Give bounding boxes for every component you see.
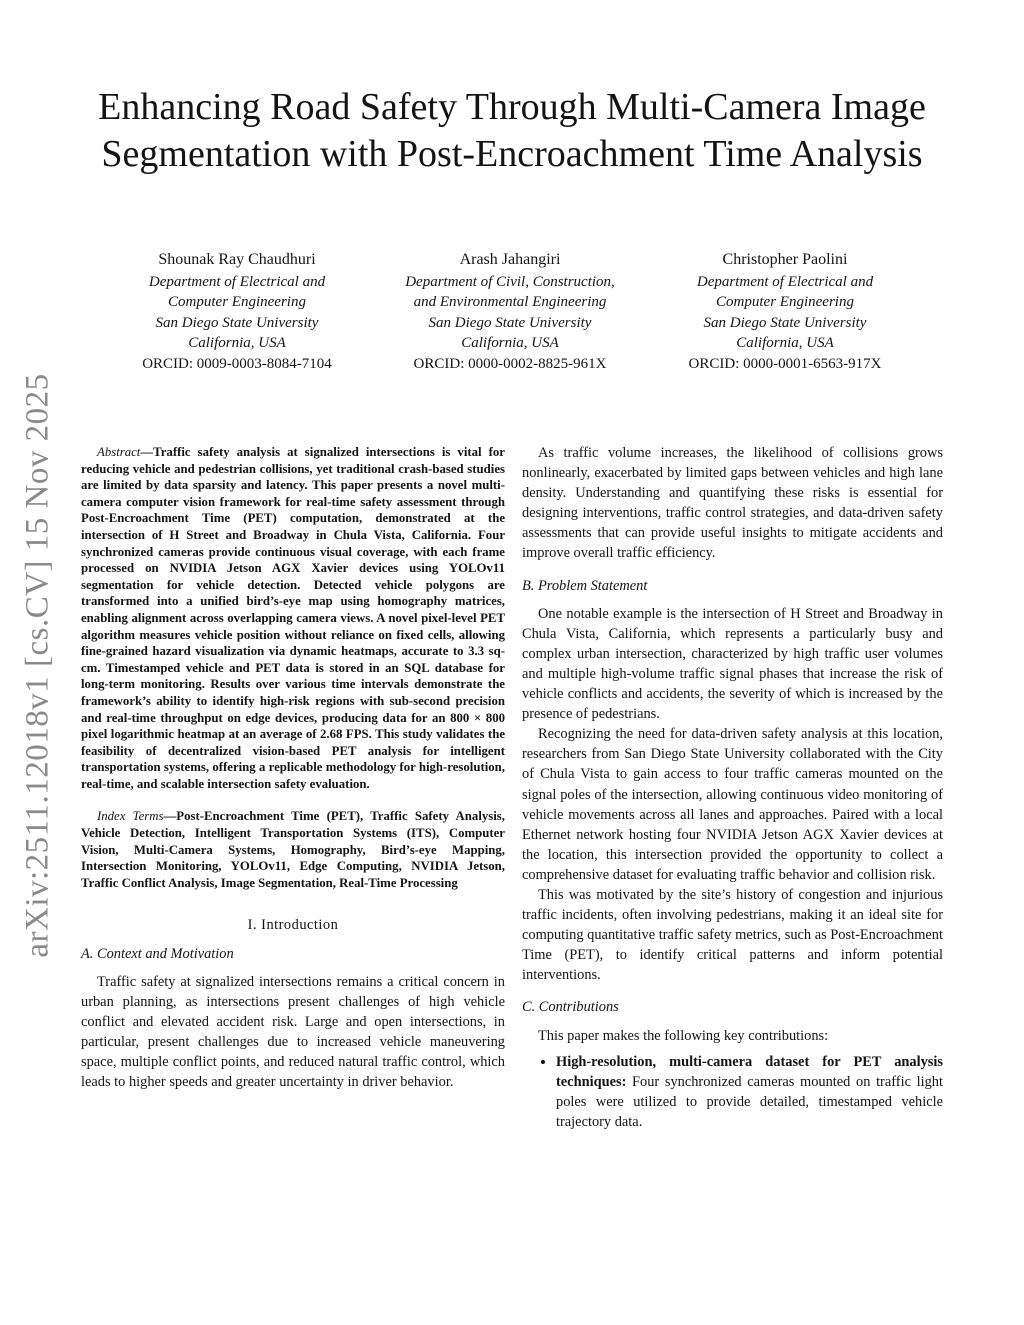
contribution-title: High-resolution, multi-camera dataset for PET analysis techniques: [556, 1053, 943, 1090]
author-orcid: ORCID: 0000-0002-8825-961X [413, 355, 607, 372]
author-affiliation-line: California, USA [188, 335, 286, 351]
paper-title: Enhancing Road Safety Through Multi-Camera Image Segmentation with Post-Encroachment Time Analysis [98, 86, 926, 175]
index-terms-label: Index Terms [97, 809, 164, 824]
author-block-2 [375, 250, 645, 374]
author-affiliation-line: Department of Electrical and [696, 273, 874, 290]
subsection-heading-problem: B. Problem Statement [522, 577, 648, 594]
section-heading-introduction: I. Introduction [247, 917, 339, 934]
author-affiliation-line: California, USA [736, 335, 834, 351]
author-affiliation-line: San Diego State University [155, 314, 319, 331]
contribution-text: Four synchronized cameras mounted on traffic light poles were utilized to provide detailed, timestamped vehicle trajectory data. [556, 1073, 943, 1130]
abstract-label: Abstract [97, 445, 141, 459]
paragraph: Recognizing the need for data-driven safety analysis at this location, researchers from San Diego State University collaborated with the City of Chula Vista to gain access to four traffic cameras mounted on the signal poles of the intersection, allowing continuous video monitoring of vehicle movements across all lanes and approaches. Paired with a local Ethernet network hosting four NVIDIA Jetson AGX Xavier devices at the location, this intersection provided the opportunity to collect a comprehensive dataset for evaluating traffic behavior and collision risk. [522, 726, 943, 883]
author-name: Shounak Ray Chaudhuri [158, 251, 316, 268]
index-terms-text: —Post-Encroachment Time (PET), Traffic Safety Analysis, Vehicle Detection, Intelligent Transportation Systems (ITS), Computer Vision, Multi-Camera Systems, Homography, Bird’s-eye Mapping, Intersection Monitoring, YOLOv11, Edge Computing, NVIDIA Jetson, Traffic Conflict Analysis, Image Segmentation, Real-Time Processing [81, 809, 505, 890]
author-affiliation-line: Computer Engineering [716, 294, 854, 310]
arxiv-stamp-text: arXiv:2511.12018v1 [cs.CV] 15 Nov 2025 [19, 372, 56, 958]
paragraph: This was motivated by the site’s history of congestion and injurious traffic incidents, often involving pedestrians, making it an ideal site for computing quantitative traffic safety metrics, such as Post-Encroachment Time (PET), to identify critical patterns and inform potential interventions. [522, 886, 943, 984]
author-block-1 [102, 250, 372, 374]
author-affiliation-line: and Environmental Engineering [413, 294, 607, 310]
paragraph: One notable example is the intersection of H Street and Broadway in Chula Vista, California, which represents a particularly busy and complex urban intersection, characterized by high traffic user volumes and multiple high-volume traffic signal phases that increase the risk of vehicle conflicts and accidents, the severity of which is increased by the presence of pedestrians. [522, 605, 943, 723]
right-column [522, 443, 943, 1132]
author-affiliation-line: Department of Civil, Construction, [405, 273, 615, 290]
paragraph: As traffic volume increases, the likelihood of collisions grows nonlinearly, exacerbated by limited gaps between vehicles and high lane density. Understanding and quantifying these risks is essential for designing interventions, traffic control strategies, and data-driven safety assessments that can provide useful insights to mitigate accidents and improve overall traffic efficiency. [522, 445, 943, 562]
author-name: Christopher Paolini [722, 251, 848, 268]
left-column [81, 444, 505, 1092]
contributions-list [522, 1052, 943, 1132]
abstract-text: —Traffic safety analysis at signalized intersections is vital for reducing vehicle and pedestrian collisions, yet traditional crash-based studies are limited by data sparsity and latency. This paper presents a novel multi-camera computer vision framework for real-time safety assessment through Post-Encroachment Time (PET) computation, demonstrated at the intersection of H Street and Broadway in Chula Vista, California. Four synchronized cameras provide continuous visual coverage, with each frame processed on NVIDIA Jetson AGX Xavier devices using YOLOv11 segmentation for vehicle detection. Detected vehicle polygons are transformed into a unified bird’s-eye map using homography matrices, enabling alignment across overlapping camera views. A novel pixel-level PET algorithm measures vehicle position without reliance on fixed cells, allowing fine-grained hazard visualization via dynamic heatmaps, accurate to 3.3 sq-cm. Timestamped vehicle and PET data is stored in an SQL database for long-term monitoring. Results over various time intervals demonstrate the framework’s ability to identify high-risk regions with sub-second precision and real-time throughput on edge devices, producing data for an 800 × 800 pixel logarithmic heatmap at an average of 2.68 FPS. This study validates the feasibility of decentralized vision-based PET analysis for intelligent transportation systems, offering a replicable methodology for high-resolution, real-time, and scalable intersection safety evaluation. [81, 445, 505, 791]
index-terms [81, 808, 505, 891]
author-affiliation-line: Computer Engineering [168, 294, 306, 310]
author-affiliation-line: San Diego State University [428, 314, 592, 331]
author-affiliation-line: San Diego State University [703, 314, 867, 331]
author-block-3 [650, 250, 920, 374]
paragraph: This paper makes the following key contributions: [538, 1027, 829, 1044]
subsection-heading-contributions: C. Contributions [522, 999, 619, 1016]
list-item [556, 1052, 943, 1132]
author-orcid: ORCID: 0009-0003-8084-7104 [142, 355, 332, 372]
author-orcid: ORCID: 0000-0001-6563-917X [688, 355, 882, 372]
abstract [81, 444, 505, 792]
subsection-heading-context: A. Context and Motivation [81, 945, 234, 962]
author-affiliation-line: California, USA [461, 335, 559, 351]
arxiv-stamp [10, 370, 66, 960]
author-name: Arash Jahangiri [459, 251, 561, 268]
author-affiliation-line: Department of Electrical and [148, 273, 326, 290]
paragraph: Traffic safety at signalized intersections remains a critical concern in urban planning, as intersections present challenges of high vehicle conflict and elevated accident risk. Large and open intersections, in particular, present challenges due to increased vehicle maneuvering space, multiple conflict points, and reduced natural traffic control, which leads to higher speeds and greater uncertainty in driver behavior. [81, 973, 505, 1091]
